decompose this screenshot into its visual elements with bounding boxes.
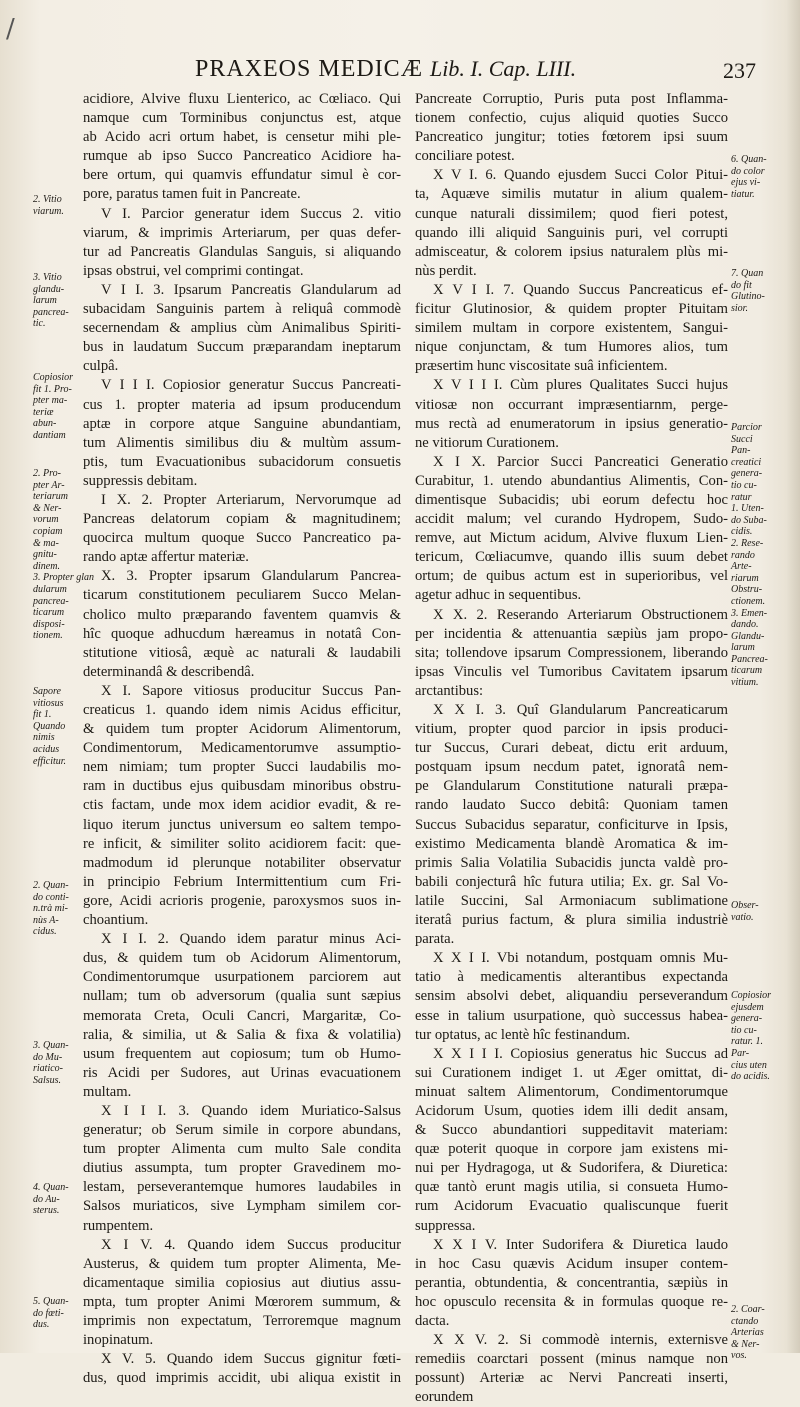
text-line: X V. 5. Quando idem Succus gignitur fœti- [101, 1351, 401, 1368]
text-line: generatur; ob Serum simile in corpore abundans, [83, 1122, 401, 1139]
text-line: cus 1. propter materia ad ipsum producendum [83, 396, 401, 413]
margin-note-line: do Au- [33, 1193, 60, 1205]
text-line: cholico multo præparando faventem quamvis & [83, 606, 401, 623]
margin-note-line: teriæ [33, 406, 54, 418]
text-line: rum Acidorum Evacuatio qualiscunque fuerit [415, 1198, 728, 1215]
margin-note-line: creatici [731, 456, 762, 468]
text-line: hoc opusculo recensita & in formulas quoque re- [415, 1293, 728, 1310]
margin-note-line: dando. [731, 619, 759, 631]
margin-note-line: 7. Quan [731, 268, 764, 279]
book-chapter: Lib. I. Cap. LIII. [430, 56, 577, 81]
text-line: subacidam Sanguinis partem à reliquâ commodè [83, 301, 401, 318]
text-line: præsertim hunc viscositate suâ inficientem. [415, 358, 668, 375]
margin-note-line: efficitur. [33, 755, 67, 767]
margin-note-line: dinem. [33, 560, 60, 572]
margin-note-line: ejus vi- [731, 177, 761, 189]
text-line: X V I. 6. Quando ejusdem Succi Color Pitui- [433, 167, 728, 184]
margin-note-line: disposi- [33, 618, 65, 630]
margin-note-line: & Ner- [33, 502, 62, 514]
text-line: X I V. 4. Quando idem Succus producitur [101, 1236, 401, 1253]
text-line: culpâ. [83, 358, 119, 375]
text-line: X V I I. 7. Quando Succus Pancreaticus ef- [433, 281, 728, 298]
margin-note-line: n.trà mi- [33, 903, 68, 915]
right-text-column [415, 90, 728, 1407]
text-line: quocirca multum quoque Succo Pancreatico pa- [83, 530, 401, 547]
margin-note [33, 880, 81, 938]
margin-note-line: 2. Quan- [33, 880, 69, 891]
text-line: X I X. Parcior Succi Pancreatici Generatio [433, 453, 728, 470]
page-number: 237 [723, 58, 756, 83]
text-line: suppressis debitam. [83, 472, 198, 489]
text-line: Condimentorumque usurpationem parciorem aut [83, 969, 401, 986]
text-line: X X. 2. Reserando Arteriarum Obstructionem [433, 606, 728, 623]
margin-note-line: acidus [33, 743, 60, 755]
text-line: X I. Sapore vitiosus producitur Succus Pan- [101, 682, 401, 699]
text-line: creaticus 1. quando idem nimis Acidus efficitur, [83, 702, 401, 718]
text-line: dimentisque Subacidis; ubi eorum defectu hoc [415, 491, 728, 508]
margin-note [731, 1304, 791, 1362]
margin-note-line: 3. Propter glan [33, 572, 95, 584]
margin-note-line: 2. Vitio [33, 194, 62, 205]
text-line: rumque ab ipso Succo Pancreatico Acidiore ha- [83, 148, 401, 165]
text-line: dacta. [415, 1313, 450, 1329]
margin-note-line: fit 1. Pro- [33, 383, 72, 395]
text-line: arctantibus: [415, 682, 484, 699]
text-line: Austerus, & quidem tum propter Alimenta, Me- [83, 1255, 401, 1272]
text-line: memorata Creta, Oculi Cancri, Margaritæ, Co- [83, 1007, 401, 1024]
text-line: ram in ductibus ejus quibusdam minoribus obstru- [83, 778, 401, 795]
margin-note-line: pancrea- [33, 595, 69, 607]
page-edge-shadow [786, 0, 800, 1353]
margin-note-line: pter Ar- [33, 479, 65, 491]
margin-note-line: pancrea- [33, 306, 69, 318]
margin-note-line: gnitu- [33, 549, 57, 561]
text-line: parata. [415, 931, 455, 948]
margin-note [33, 194, 81, 217]
margin-note-line: 2. Rese- [731, 537, 764, 549]
text-line: gore, Acidi acrioris progenie, paroxysmos suos in- [83, 892, 401, 909]
margin-note-line: ticarum [731, 665, 763, 677]
margin-note-line: do conti- [33, 891, 69, 903]
text-line: tum Alimentis similibus diu & multùm assum- [83, 434, 401, 451]
margin-note [33, 1182, 81, 1217]
text-line: re inficit, & similiter solito acidiorem facit: quе- [83, 835, 401, 852]
margin-note-line: & Ner- [731, 1338, 760, 1350]
text-line: bus in laudatum Succum præparandam ineptarum [83, 339, 401, 356]
margin-note-line: dularum [33, 583, 67, 595]
text-line: Salsos muriaticos, sive Lympham similem cor- [83, 1198, 401, 1215]
text-line: esse in talium usurpatione, quò successus habea- [415, 1007, 728, 1024]
text-line: cunque naturali dissimilem; quod fieri potest, [415, 205, 728, 222]
text-line: tatio à medicamentis alterantibus expectanda [415, 969, 728, 986]
text-line: X X I I. Vbi notandum, postquam omnis Mu- [433, 950, 728, 967]
margin-note [731, 154, 791, 200]
text-line: perantia, obtundentia, & concentrantia, sæpiùs in [415, 1274, 728, 1291]
margin-note-line: dus. [33, 1319, 50, 1331]
text-line: bere ortum, qui quamvis effundatur simul è cor- [83, 167, 401, 184]
margin-note-line: vitiosus [33, 697, 64, 709]
text-line: choantium. [83, 912, 149, 929]
text-line: X. 3. Propter ipsarum Glandularum Pancrea- [101, 568, 401, 585]
text-line: remediis coarctari possent (minus namque non [415, 1351, 728, 1368]
margin-note-line: larum [731, 642, 755, 654]
margin-note-line: rando [731, 549, 755, 561]
margin-note-line: riatico- [33, 1063, 63, 1075]
text-line: X X V. 2. Si commodè internis, externisve [433, 1332, 728, 1349]
margin-note [731, 990, 791, 1083]
text-line: & quidem tum propter Acidorum Alimentorum, [83, 721, 401, 738]
text-line: tur Succus, Curari debeat, dictu erit arduum, [415, 740, 728, 757]
text-line: dus, quod imprimis accidit, ubi aliqua existit in [83, 1370, 401, 1387]
margin-note [731, 268, 791, 314]
text-line: stitutione vitiosâ, æquè ac naturali & laudabili [83, 644, 401, 661]
margin-note-line: ticarum [33, 607, 65, 619]
margin-note-line: ctando [731, 1315, 759, 1327]
page-header [0, 56, 800, 88]
text-line: determinandâ & describendâ. [83, 663, 255, 680]
text-line: & Succo abundantiori suppeditavit materiam: [415, 1122, 728, 1139]
text-line: secernendam & amplius cùm Animalibus Spiriti- [83, 320, 401, 337]
text-line: eorundem [415, 1389, 474, 1406]
text-line: sui Curationem indiget 1. ut Æger omittat, di- [415, 1064, 728, 1081]
margin-note-line: teriarum [33, 491, 68, 503]
text-line: Pancreate Corruptio, Puris puta post Inflamma- [415, 91, 728, 107]
text-line: pe Glandularum Constitutione naturali præpa- [415, 778, 728, 795]
text-line: quæ poterit quoque in corpore jam existens mi- [415, 1141, 728, 1158]
margin-note-line: tiatur. [731, 188, 755, 200]
text-line: sita; tollendove ipsarum Compressionem, liberando [415, 644, 728, 661]
text-line: rumpentem. [83, 1217, 154, 1234]
margin-note [33, 1040, 81, 1086]
margin-note-line: 3. Emen- [731, 607, 768, 619]
text-line: tur optatus, ac lentè hîc festinandum. [415, 1026, 631, 1043]
margin-note-line: Obser- [731, 900, 759, 911]
margin-note-line: 2. Pro- [33, 468, 61, 479]
margin-note-line: do color [731, 165, 765, 177]
margin-note-line: do Suba- [731, 514, 767, 526]
margin-note [731, 900, 791, 923]
text-line: ris Acidi per Sudores, aut Urinas evacuationem [83, 1064, 401, 1081]
text-line: Succus Subacidus separatur, conficiturve in Ipsis, [415, 816, 728, 833]
margin-note [33, 686, 81, 767]
text-line: X X I V. Inter Sudorifera & Diuretica laudo [433, 1236, 728, 1253]
margin-note-line: ejusdem [731, 1001, 764, 1013]
text-line: mpta, tum propter Animi Mœrorem summum, & [83, 1293, 401, 1310]
margin-note-line: Obstru- [731, 584, 763, 596]
text-line: conciliare potest. [415, 148, 515, 165]
text-line: vitium, propter quod parcior in ipsis produci- [415, 721, 728, 738]
margin-note-line: tic. [33, 318, 46, 330]
text-line: X X I. 3. Quî Glandularum Pancreaticarum [433, 702, 728, 718]
text-line: primis Salia Volatilia Subacidis juncta valdè pro- [415, 854, 728, 871]
text-line: nullam; tum ob adversorum (qualia sunt sæpius [83, 988, 401, 1005]
text-line: X I I I. 3. Quando idem Muriatico-Salsus [101, 1102, 401, 1119]
margin-note-line: Copiosior [33, 372, 74, 383]
text-line: V I I I. Copiosior generatur Succus Pancreati- [101, 377, 401, 394]
margin-note-line: genera- [731, 1013, 763, 1025]
text-line: V I I. 3. Ipsarum Pancreatis Glandularum ad [101, 281, 401, 298]
margin-note-line: Arterias [731, 1327, 764, 1339]
text-line: admisceatur, & colorem ipsius naturalem plùs mi- [415, 243, 728, 260]
margin-note-line: do fœti- [33, 1307, 64, 1319]
margin-note-line: Glandu- [731, 630, 765, 642]
margin-note-line: do fit [731, 279, 752, 291]
text-line: possunt) Arteriæ ac Nervi Pancreati inserti, [415, 1370, 728, 1387]
margin-note-line: Sapore [33, 686, 61, 697]
text-line: ne vitiorum Curationem. [415, 434, 559, 451]
text-line: madmodum id plerunque notabiliter observatur [83, 854, 401, 871]
text-line: Condimentorum, Medicamentorumve assumptio- [83, 740, 401, 757]
text-line: tum propter Alimenta cum multo Sale condita [83, 1141, 401, 1158]
text-line: ticarum constitutionem peculiarem Succo Melan- [83, 587, 401, 604]
margin-note-line: fit 1. [33, 709, 52, 721]
text-line: V I. Parcior generatur idem Succus 2. vitio [101, 205, 401, 222]
text-line: agetur adhuc in sequentibus. [415, 587, 582, 604]
text-line: Pancreatico jungitur; toties fœtorem ipsi suum [415, 129, 728, 146]
margin-note-line: 4. Quan- [33, 1182, 69, 1193]
margin-note-line: do acidis. [731, 1071, 770, 1083]
margin-note-line: 6. Quan- [731, 154, 767, 165]
margin-note [33, 1296, 81, 1331]
text-line: hîc quoque adhucdum hæreamus in notatâ Con- [83, 625, 401, 642]
text-line: nem nimiam; tum propter Succi laudabilis mo- [83, 759, 401, 776]
margin-note-line: dantiam [33, 429, 66, 441]
margin-note-line: ctionem. [731, 595, 766, 607]
text-line: quando illi aliquid Sanguinis puri, vel corrupti [415, 224, 728, 241]
margin-note-line: abun- [33, 418, 57, 430]
margin-note-line: Par- [731, 1047, 750, 1059]
text-line: per incidentia & attenuantia sæpiùs jam propo- [415, 625, 728, 642]
text-line: nui per Hydragoga, ut & Sudorifera, & Diuretica: [415, 1160, 728, 1177]
margin-note-line: genera- [731, 468, 763, 480]
text-line: ptis, tum Evacuationibus subacidorum consuetis [83, 453, 401, 470]
text-line: inopinatum. [83, 1332, 154, 1349]
text-line: existimo Medicamenta blandè Aromatica & im- [415, 835, 728, 852]
margin-note-line: 5. Quan- [33, 1296, 69, 1307]
text-line: usum frequentem aut copiosum; tum ob Humo- [83, 1045, 401, 1062]
text-line: X X I I I. Copiosius generatus hic Succus ad [433, 1045, 728, 1062]
text-line: dicamentaque similia copiosius aut diutius assu- [83, 1274, 401, 1291]
text-line: pore, paratus tamen fuit in Pancreate. [83, 186, 301, 203]
margin-note-line: Copiosior [731, 990, 772, 1001]
margin-note-line: Arte- [731, 561, 752, 573]
margin-note-line: & ma- [33, 537, 59, 549]
running-title-text: PRAXEOS MEDICÆ [195, 56, 424, 82]
margin-note [731, 422, 791, 689]
margin-note-line: Pancrea- [731, 653, 768, 665]
text-line: sensim absolvi debet, aliquandiu perseverandum [415, 988, 728, 1005]
margin-note-line: ratur. 1. [731, 1036, 763, 1048]
margin-note-line: copiam [33, 525, 63, 537]
text-line: viarum, & imprimis Arteriarum, per quas defer- [83, 224, 401, 241]
text-line: multam. [83, 1083, 132, 1100]
text-line: ta, Aquæve similis mutatur in alium qualem- [415, 186, 728, 203]
margin-note-line: sior. [731, 302, 748, 314]
margin-note-line: vitium. [731, 677, 759, 689]
text-line: nùs perdit. [415, 262, 477, 279]
text-line: rando laudato Succo debitâ: Quoniam tamen [415, 797, 728, 814]
text-line: nique conjunctam, & tum Humores alios, tum [415, 339, 728, 356]
text-line: Acidorum Usum, quoties idem illi dedit ansam, [415, 1102, 728, 1119]
margin-note-line: tio cu- [731, 1024, 757, 1036]
page-corner-mark: / [6, 14, 15, 44]
margin-note-line: 3. Vitio [33, 272, 62, 283]
margin-note-line: Pan- [731, 445, 751, 457]
margin-note-line: Succi [731, 433, 753, 445]
text-line: postquam ipsum necdum patet, ignoratâ nem- [415, 759, 728, 776]
margin-note [33, 372, 81, 442]
text-line: mus rectà ad enumeratorum in ipsius generatio- [415, 415, 728, 432]
text-line: rando aptæ affertur materiæ. [83, 549, 249, 566]
margin-note-line: vatio. [731, 911, 754, 923]
margin-note-line: sterus. [33, 1205, 60, 1217]
text-line: I X. 2. Propter Arteriarum, Nervorumque ad [101, 491, 401, 508]
text-line: aptæ in corpore atque Sanguine abundantiam, [83, 415, 401, 432]
text-line: babili conjecturâ hîc futura utilia; Ex. gr. Sal Vo- [415, 873, 728, 890]
text-line: Pancreas delatorum copiam & magnitudinem; [83, 511, 401, 528]
text-line: ortum; de quibus actum est in superioribus, vel [415, 568, 728, 585]
text-line: Curabitur, 1. utendo abundantius Alimentis, Con- [415, 472, 728, 489]
left-text-column [83, 90, 401, 1388]
margin-note-line: 1. Uten- [731, 503, 764, 515]
text-line: minuat saltem Alimentorum, Condimentorumque [415, 1083, 728, 1100]
margin-note-line: riarum [731, 572, 759, 584]
text-line: ficitur Glutinosior, & quidem propter Pituitam [415, 301, 728, 318]
text-line: ipsas Vinculis vel Tumoribus Cavitatem ipsarum [415, 663, 728, 680]
text-line: namque cum Torminibus conjunctus est, atque [83, 110, 401, 127]
text-line: ipsas obstrui, vel comprimi contingat. [83, 262, 304, 279]
text-line: suppressa. [415, 1217, 476, 1234]
margin-note-line: cius uten [731, 1059, 767, 1071]
margin-note-line: viarum. [33, 205, 64, 217]
running-title [195, 56, 576, 83]
text-line: similem multam in corpore existentem, Sangui- [415, 320, 728, 337]
text-line: latile Succini, Sal Armoniacum sublimatione [415, 892, 728, 909]
text-line: tur ad Pancreatis Glandulas Sanguis, si aliquando [83, 243, 401, 260]
text-line: acidiore, Alvive fluxu Lienterico, ac Cœliaco. Qui [83, 91, 401, 107]
text-line: liquo iterum junctus universum eo saltem tempo- [83, 816, 401, 833]
margin-note-line: nùs A- [33, 914, 59, 926]
text-line: remve, aut Mictum acidum, Alvive fluxum Lien- [415, 530, 728, 547]
margin-note-line: ratur [731, 491, 752, 503]
text-line: ctis factam, unde mox idem acidior evadit, & re- [83, 797, 401, 814]
text-line: lestam, perseverantemque humores laudabiles in [83, 1179, 401, 1196]
margin-note-line: 2. Coar- [731, 1304, 765, 1315]
margin-note-line: cidis. [731, 526, 753, 538]
margin-note-line: do Mu- [33, 1051, 63, 1063]
margin-note-line: Parcior [731, 422, 762, 433]
margin-note-line: Glutino- [731, 291, 765, 303]
text-line: vitiosæ non occurrant impræsentiarnm, perge- [415, 396, 728, 413]
margin-note-line: tio cu- [731, 479, 757, 491]
text-line: diutius assumpta, tum propter Gravedinem mo- [83, 1160, 401, 1177]
text-line: dus, & quidem tum ob Acidorum Alimentorum, [83, 950, 401, 967]
text-line: iteratâ purius factum, & plura similia industriè [415, 912, 728, 929]
margin-note-line: vorum [33, 514, 59, 526]
margin-note-line: vos. [731, 1350, 747, 1362]
text-line: in principio Febrium Intermittentium cum Fri- [83, 873, 401, 890]
margin-note-line: pter ma- [33, 395, 68, 407]
text-line: ab Acido acri ortum habet, is censetur mihi ple- [83, 129, 401, 146]
text-line: in hoc Casu quævis Acidum insuper contem- [415, 1255, 728, 1272]
text-line: X I I. 2. Quando idem paratur minus Aci- [101, 931, 401, 948]
text-line: X V I I I. Cùm plures Qualitates Succi hujus [433, 377, 728, 394]
margin-note [33, 272, 81, 330]
text-line: tionem confectio, cujus aliquid quoties Succo [415, 110, 728, 127]
margin-note-line: tionem. [33, 630, 63, 642]
text-line: accidit malum; vel curando Hydropem, Sudo- [415, 511, 728, 528]
text-line: quæ tantò erunt magis utilia, si consueta Humo- [415, 1179, 728, 1196]
margin-note-line: cidus. [33, 926, 57, 938]
margin-note-line: Salsus. [33, 1074, 62, 1086]
margin-note-line: glandu- [33, 283, 65, 295]
margin-note-line: nimis [33, 732, 55, 744]
text-line: tericum, Cœliacumve, quando illis suum debet [415, 549, 728, 566]
margin-note [33, 468, 95, 642]
margin-note-line: 3. Quan- [33, 1040, 69, 1051]
margin-note-line: Quando [33, 720, 66, 732]
text-line: ralia, & similia, ut & Salia & fixa & volatilia) [83, 1026, 401, 1043]
margin-note-line: larum [33, 295, 57, 307]
text-line: imprimis non expectatum, Terroremque magnum [83, 1313, 401, 1329]
